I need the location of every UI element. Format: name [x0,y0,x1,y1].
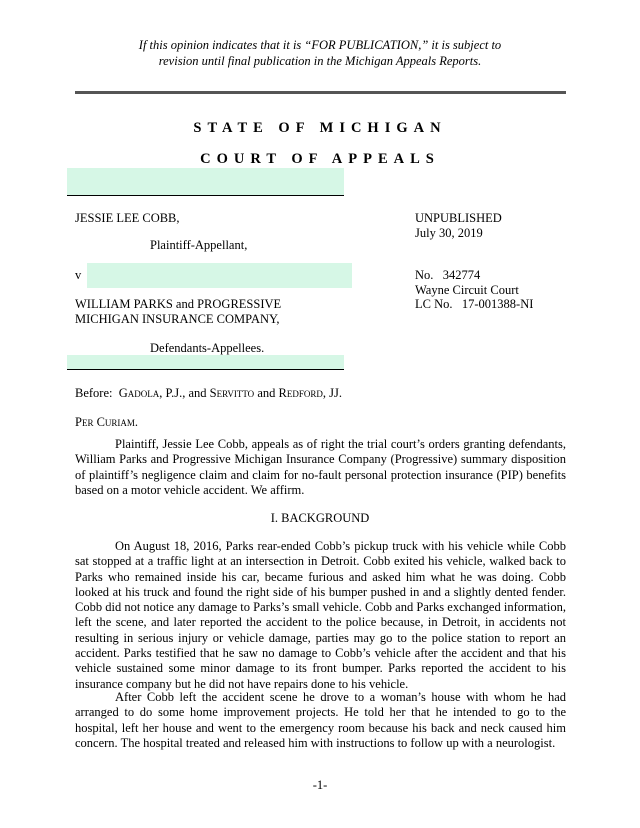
defendant-line-2: MICHIGAN INSURANCE COMPANY, [75,312,280,326]
plaintiff-name: JESSIE LEE COBB, [75,211,180,225]
defendant-line-1: WILLIAM PARKS and PROGRESSIVE [75,297,282,311]
defendant-role: Defendants-Appellees. [150,341,265,355]
caption-rule-1 [67,195,344,196]
background-paragraph-2: After Cobb left the accident scene he drove to a woman’s house with whom he had arranged to do some home improvement projects. He told her that he intended to go to the hospital, left her house and went to the emergency room because his back and neck caused him concern. The hospital treated and released him with instructions to follow up with a neurologist. [75,690,566,750]
versus-label: v [75,268,82,282]
judge1-title: , P.J., and [159,386,207,400]
panel-prefix: Before: [75,386,113,400]
judge-servitto: Servitto [209,386,255,400]
panel-line [75,386,342,401]
lower-court: Wayne Circuit Court [415,283,519,297]
state-heading: STATE OF MICHIGAN [193,120,447,136]
notice-line-2: revision until final publication in the Michigan Appeals Reports. [158,53,482,68]
notice-line-1: If this opinion indicates that it is “FOR PUBLICATION,” it is subject to [138,38,502,52]
per-curiam: Per Curiam. [75,415,139,429]
lc-number-label: LC No. [415,297,453,311]
highlight-bar-1 [67,168,344,195]
caption-rule-2 [67,369,344,370]
background-paragraph-1: On August 18, 2016, Parks rear-ended Cobb’s pickup truck with his vehicle while Cobb sat stopped at a traffic light at an intersection in Detroit. Cobb exited his vehicle, walked back to Parks who remained inside his car, became furious and asked him what he was doing. Cobb looked at his truck and found the right side of his bumper pushed in and a slightly dented fender. Cobb did not notice any damage to Parks’s small vehicle. Cobb and Parks exchanged information, left the scene, and later reported the accident to the police because, in Detroit, in accidents not resulting in serious injury or vehicle damage, parties may go to the police station to report an accident. Parks testified that he saw no damage to Cobb’s vehicle after the accident and that his vehicle sustained some minor damage to its front bumper. Parks reported the accident to his insurance company but he did not have repairs done to his vehicle. [75,539,566,691]
judge-redford: Redford [278,386,323,400]
docket-number [415,268,480,283]
publication-notice [0,38,640,69]
highlight-bar-2 [87,263,352,288]
highlight-bar-3 [67,355,344,369]
page-number: -1- [312,778,328,792]
judge-gadola: Gadola [118,386,160,400]
decision-date: July 30, 2019 [415,226,483,240]
docket-number-label: No. [415,268,434,282]
panel-connector: and [257,386,276,400]
status-label: UNPUBLISHED [415,211,502,225]
court-heading: COURT OF APPEALS [200,151,440,167]
docket-number-value: 342774 [442,268,481,282]
panel-suffix: , JJ. [322,386,342,400]
header-rule [75,91,566,94]
intro-paragraph: Plaintiff, Jessie Lee Cobb, appeals as of right the trial court’s orders granting defendants, William Parks and Progressive Michigan Insurance Company (Progressive) summary disposition of plaintiff’s negligence claim and claim for no-fault personal protection insurance (PIP) benefits based on a motor vehicle accident. We affirm. [75,437,566,497]
plaintiff-role: Plaintiff-Appellant, [150,238,248,252]
lc-number-value: 17-001388-NI [461,297,534,311]
lc-number [415,297,533,312]
section-heading: I. BACKGROUND [270,511,370,525]
